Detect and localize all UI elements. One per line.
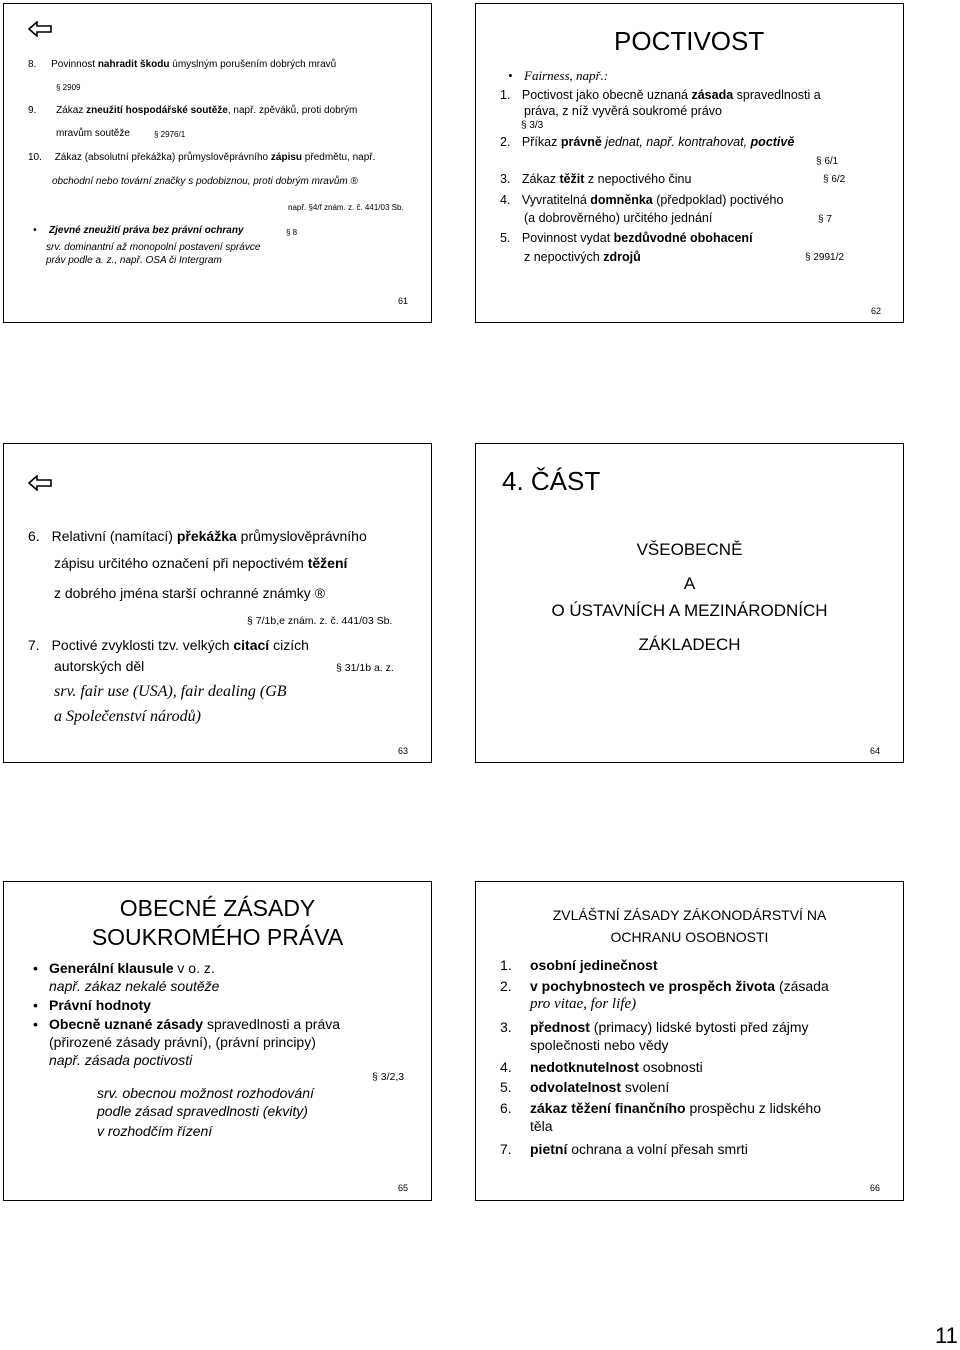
- ref-7: § 7: [818, 214, 832, 225]
- list-item: [500, 1099, 821, 1135]
- list-item-number: 3.: [500, 1019, 512, 1035]
- list-item-bold: nedotknutelnost: [530, 1059, 639, 1075]
- item-10-continuation: obchodní nebo tovární značky s podobiznou, proti dobrým mravům ®: [52, 176, 358, 187]
- bullet-zasady-line-2: (přirozené zásady právní), (právní principy): [49, 1034, 316, 1050]
- list-item-number: 5.: [500, 1079, 512, 1095]
- list-item-bold: v pochybnostech ve prospěch života: [530, 978, 776, 994]
- item-4: 4. Vyvratitelná domněnka (předpoklad) poctivého: [500, 193, 784, 207]
- list-item-text: svolení: [621, 1079, 670, 1095]
- ref-8: § 8: [286, 228, 298, 237]
- list-item-continuation: společnosti nebo vědy: [530, 1037, 669, 1053]
- ref-31-1: § 31/1b a. z.: [336, 662, 394, 674]
- item-6: 6. Relativní (namítací) překážka průmyslověprávního: [28, 528, 367, 544]
- item-6-line-3: z dobrého jména starší ochranné známky ®: [54, 585, 326, 601]
- ref-2976: § 2976/1: [154, 130, 186, 139]
- slide-62: [475, 3, 904, 323]
- item-8: 8. Povinnost nahradit škodu úmyslným porušením dobrých mravů: [28, 59, 337, 70]
- list-item-text: ochrana a volní přesah smrti: [567, 1141, 748, 1157]
- list-item-continuation: pro vitae, for life): [530, 996, 637, 1012]
- ref-3-2: § 3/2,3: [372, 1071, 405, 1083]
- item-1-continuation: práva, z níž vyvěrá soukromé právo: [524, 104, 722, 118]
- bullet-generalni-line-2: např. zákaz nekalé soutěže: [49, 978, 220, 994]
- item-7-continuation: autorských děl: [54, 658, 145, 674]
- slide-61: [3, 3, 432, 323]
- item-7: 7. Poctivé zvyklosti tzv. velkých citací cizích: [28, 637, 309, 653]
- item-6-line-2: zápisu určitého označení při nepoctivém těžení: [54, 555, 348, 571]
- list-item: [500, 956, 658, 974]
- list-item-bold: přednost: [530, 1019, 590, 1035]
- page-number: 66: [870, 1183, 881, 1193]
- ref-6-1: § 6/1: [816, 156, 839, 167]
- srv-line-3: v rozhodčím řízení: [97, 1123, 213, 1139]
- list-item: [500, 1058, 703, 1076]
- srv-line-2: práv podle a. z., např. OSA či Intergram: [46, 255, 222, 266]
- item-5: 5. Povinnost vydat bezdůvodné obohacení: [500, 231, 753, 245]
- list-item-number: 6.: [500, 1100, 512, 1116]
- list-item-text: osobnosti: [638, 1059, 703, 1075]
- slide-65: [3, 881, 432, 1201]
- slide-title: OBECNÉ ZÁSADY SOUKROMÉHO PRÁVA: [91, 895, 344, 950]
- back-arrow-icon[interactable]: [28, 475, 52, 491]
- item-10: 10. Zákaz (absolutní překážka) průmyslověprávního zápisu předmětu, např.: [28, 152, 376, 163]
- sheet-number: 11: [935, 1323, 958, 1348]
- list-item-text: (zásada: [775, 978, 829, 994]
- slide-66: [475, 881, 904, 1201]
- list-item-text: prospěchu z lidského: [685, 1100, 822, 1116]
- srv-line-1: srv. obecnou možnost rozhodování: [97, 1085, 314, 1101]
- ref-2909: § 2909: [56, 83, 81, 92]
- slide-title: POCTIVOST: [614, 26, 765, 56]
- ref-2991: § 2991/2: [805, 252, 844, 263]
- bullet-generalni: • Generální klausule v o. z.: [49, 960, 215, 976]
- item-1: 1. Poctivost jako obecně uznaná zásada spravedlnosti a: [500, 88, 821, 102]
- srv-line-1: srv. fair use (USA), fair dealing (GB: [54, 683, 287, 700]
- bullet-zasady: • Obecně uznané zásady spravedlnosti a práva: [49, 1016, 340, 1032]
- page-number: 65: [398, 1183, 409, 1193]
- list-item-number: 2.: [500, 978, 512, 994]
- list-item: [500, 1078, 669, 1096]
- bullet-zasady-line-3: např. zásada poctivosti: [49, 1052, 193, 1068]
- list-item-bold: odvolatelnost: [530, 1079, 622, 1095]
- slide-63: [3, 443, 432, 763]
- list-item-number: 4.: [500, 1059, 512, 1075]
- list-item-bold: pietní: [530, 1141, 568, 1157]
- slide-title: ZVLÁŠTNÍ ZÁSADY ZÁKONODÁRSTVÍ NA OCHRANU OSOBNOSTI: [552, 907, 827, 945]
- ref-6-2: § 6/2: [823, 174, 846, 185]
- list-item-number: 7.: [500, 1141, 512, 1157]
- list-item-continuation: těla: [530, 1118, 553, 1134]
- srv-line-2: a Společenství národů): [54, 708, 201, 725]
- line-3: O ÚSTAVNÍCH A MEZINÁRODNÍCH: [551, 601, 828, 620]
- ref-znam: např. §4/f znám. z. č. 441/03 Sb.: [288, 203, 404, 212]
- bullet-zjevne: • Zjevné zneužití práva bez právní ochrany: [49, 225, 244, 236]
- list-item: [500, 977, 829, 1013]
- list-item: [500, 1018, 809, 1054]
- slide-title: 4. ČÁST: [502, 466, 601, 496]
- list-item: [500, 1140, 748, 1158]
- item-2: 2. Příkaz právně jednat, např. kontrahovat, poctivě: [500, 135, 795, 149]
- line-2: A: [683, 574, 696, 593]
- item-5-continuation: z nepoctivých zdrojů: [524, 250, 641, 264]
- list-item-number: 1.: [500, 957, 512, 973]
- page-number: 61: [398, 296, 409, 306]
- ref-7-1: § 7/1b,e znám. z. č. 441/03 Sb.: [247, 615, 393, 627]
- item-9-continuation: mravům soutěže: [56, 128, 130, 139]
- item-4-continuation: (a dobrověrného) určitého jednání: [524, 211, 713, 225]
- item-9: 9. Zákaz zneužití hospodářské soutěže, např. zpěváků, proti dobrým: [28, 105, 358, 116]
- page-number: 63: [398, 746, 409, 756]
- line-1: VŠEOBECNĚ: [636, 540, 743, 559]
- bullet-hodnoty: • Právní hodnoty: [49, 997, 151, 1013]
- item-3: 3. Zákaz těžit z nepoctivého činu: [500, 172, 692, 186]
- fairness-line: • Fairness, např.:: [524, 68, 608, 84]
- page-number: 64: [870, 746, 881, 756]
- page-number: 62: [871, 306, 882, 316]
- list-item-text: (primacy) lidské bytosti před zájmy: [589, 1019, 809, 1035]
- srv-line-1: srv. dominantní až monopolní postavení správce: [46, 242, 261, 253]
- ref-3-3: § 3/3: [521, 120, 544, 131]
- line-4: ZÁKLADECH: [638, 635, 741, 654]
- list-item-bold: zákaz těžení finančního: [530, 1100, 686, 1116]
- back-arrow-icon[interactable]: [28, 21, 52, 37]
- list-item-bold: osobní jedinečnost: [530, 957, 658, 973]
- srv-line-2: podle zásad spravedlnosti (ekvity): [97, 1103, 308, 1119]
- slide-64: [475, 443, 904, 763]
